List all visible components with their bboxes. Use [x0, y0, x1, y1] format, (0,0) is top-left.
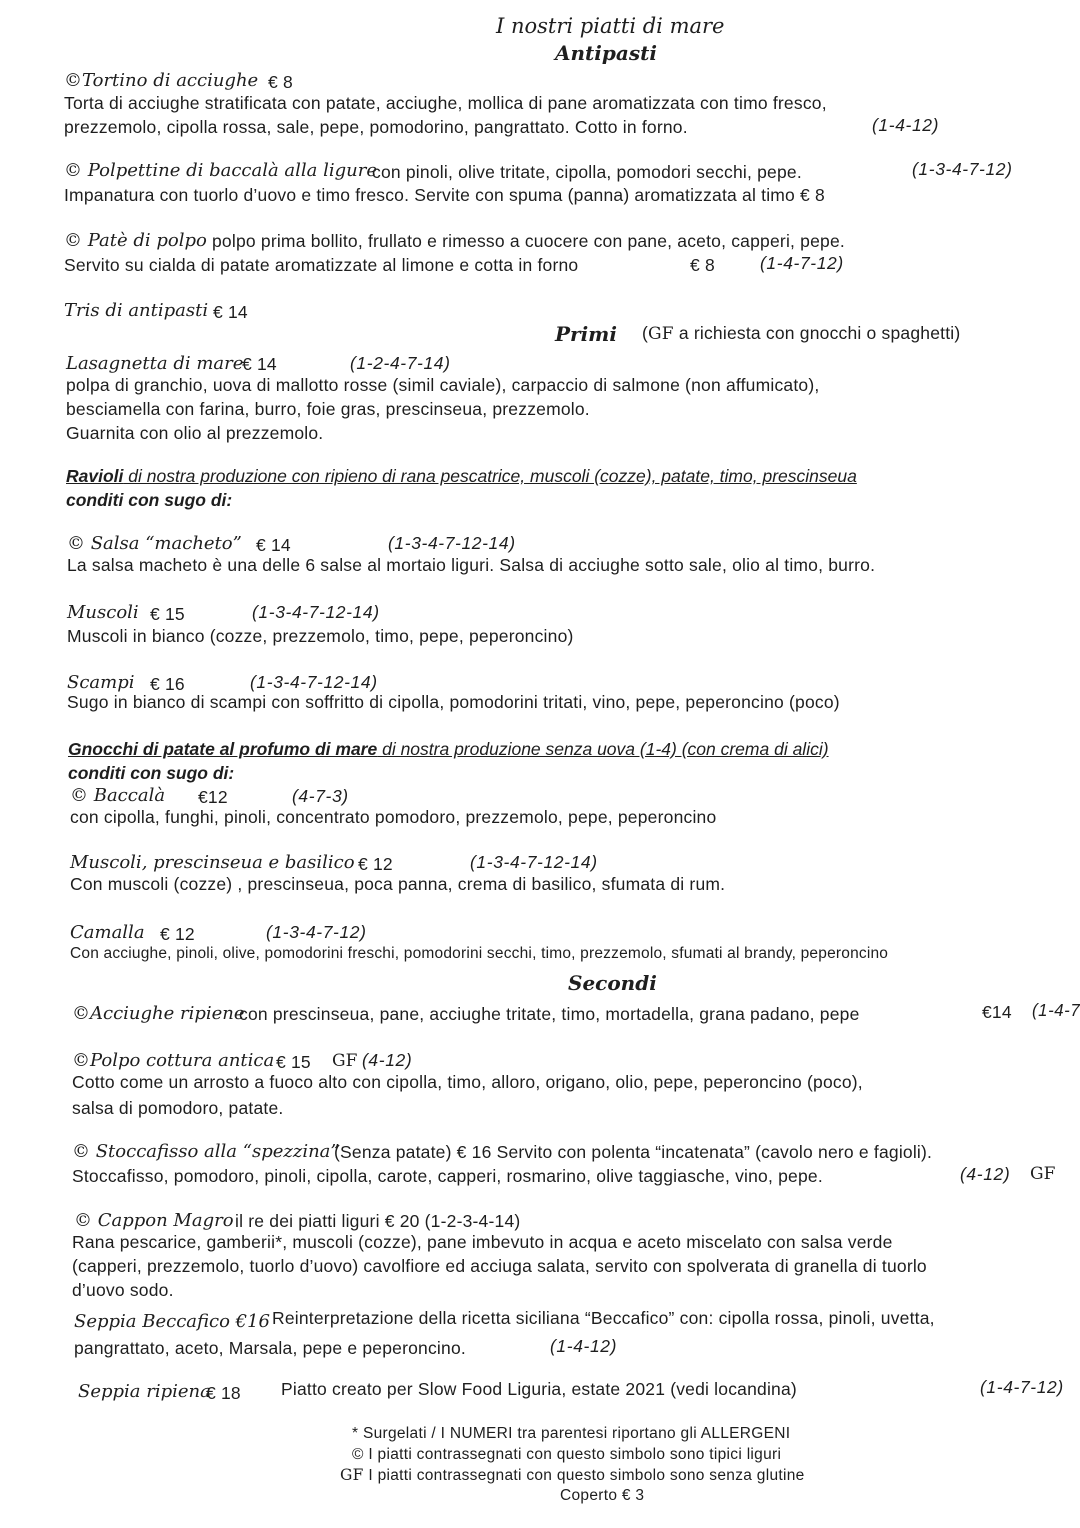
cappon-note: il re dei piatti liguri € 20 (1-2-3-4-14) [235, 1211, 521, 1231]
polpo-desc-2: salsa di pomodoro, patate. [72, 1098, 284, 1118]
tortino-desc-1: Torta di acciughe stratificata con patate, acciughe, mollica di pane aromatizzata con timo fresco, [64, 93, 827, 113]
acciughe-price: €14 [982, 1002, 1012, 1022]
footer-line-1: * Surgelati / I NUMERI tra parentesi riportano gli ALLERGENI [352, 1425, 791, 1442]
stoccafisso-name: © Stoccafisso alla “spezzina” [72, 1141, 340, 1162]
lasagnetta-desc-2: besciamella con farina, burro, foie gras, prescinseua, prezzemolo. [66, 399, 590, 419]
lasagnetta-desc-3: Guarnita con olio al prezzemolo. [66, 423, 324, 443]
ravioli-desc: di nostra produzione con ripieno di rana pescatrice, muscoli (cozze), patate, timo, prescinseua [123, 466, 857, 486]
primi-note-text: a richiesta con gnocchi o spaghetti) [673, 323, 961, 343]
cappon-desc-2: (capperi, prezzemolo, tuorlo d’uovo) cavolfiore ed acciuga salata, servito con spolverata di granella di tuorlo [72, 1256, 927, 1276]
polpo-allergens: (4-12) [362, 1050, 413, 1070]
beccafico-name: Seppia Beccafico €16 [74, 1311, 271, 1332]
baccala-allergens: (4-7-3) [292, 786, 349, 806]
lasagnetta-name: Lasagnetta di mare [66, 353, 244, 374]
polpo-desc-1: Cotto come un arrosto a fuoco alto con cipolla, timo, alloro, origano, olio, pepe, peperoncino (poco), [72, 1072, 863, 1092]
acciughe-name: ©Acciughe ripiene [72, 1003, 245, 1024]
footer-line-2: © I piatti contrassegnati con questo simbolo sono tipici liguri [352, 1446, 782, 1463]
macheto-allergens: (1-3-4-7-12-14) [388, 533, 516, 553]
tris-name: Tris di antipasti [64, 300, 209, 321]
ripiena-desc: Piatto creato per Slow Food Liguria, estate 2021 (vedi locandina) [281, 1379, 797, 1399]
muscoli-basilico-price: € 12 [358, 854, 393, 874]
polpo-name: ©Polpo cottura antica [72, 1050, 275, 1071]
muscoli-desc: Muscoli in bianco (cozze, prezzemolo, timo, pepe, peperoncino) [67, 626, 574, 646]
polpo-price: € 15 [276, 1052, 311, 1072]
polpettine-allergens: (1-3-4-7-12) [912, 159, 1013, 179]
ripiena-price: € 18 [206, 1383, 241, 1403]
tris-price: € 14 [213, 302, 248, 322]
section-secondi: Secondi [568, 971, 657, 995]
footer-line-4: Coperto € 3 [560, 1487, 645, 1504]
tortino-allergens: (1-4-12) [872, 115, 940, 135]
muscoli-name: Muscoli [67, 602, 139, 623]
stoccafisso-allergens: (4-12) [960, 1164, 1011, 1184]
cappon-desc-1: Rana pescarice, gamberii*, muscoli (cozze), pane imbevuto in acqua e aceto miscelato con salsa verde [72, 1232, 893, 1252]
ravioli-conditi: conditi con sugo di: [66, 490, 233, 510]
cappon-desc-3: d’uovo sodo. [72, 1280, 174, 1300]
beccafico-desc-1: Reinterpretazione della ricetta siciliana “Beccafico” con: cipolla rossa, pinoli, uvetta, [272, 1308, 935, 1328]
gnocchi-conditi: conditi con sugo di: [68, 763, 235, 783]
polpettine-desc-2: Impanatura con tuorlo d’uovo e timo fresco. Servite con spuma (panna) aromatizzata al timo € 8 [64, 185, 825, 205]
gnocchi-desc: di nostra produzione senza uova (1-4) (con crema di alici) [377, 739, 829, 759]
polpettine-name: © Polpettine di baccalà alla ligure [64, 160, 378, 181]
acciughe-allergens: (1-4-7 [1032, 1000, 1080, 1020]
section-antipasti: Antipasti [555, 41, 657, 65]
pate-desc-1: polpo prima bollito, frullato e rimesso a cuocere con pane, aceto, capperi, pepe. [212, 231, 845, 251]
ravioli-title: Ravioli [66, 466, 124, 486]
pate-desc-2: Servito su cialda di patate aromatizzate al limone e cotta in forno [64, 255, 579, 275]
scampi-name: Scampi [67, 672, 135, 693]
beccafico-desc-2: pangrattato, aceto, Marsala, pepe e peperoncino. [74, 1338, 466, 1358]
scampi-price: € 16 [150, 674, 185, 694]
muscoli-basilico-desc: Con muscoli (cozze) , prescinseua, poca panna, crema di basilico, sfumata di rum. [70, 874, 726, 894]
baccala-price: €12 [198, 787, 228, 807]
scampi-allergens: (1-3-4-7-12-14) [250, 672, 378, 692]
section-primi: Primi [555, 322, 617, 346]
muscoli-price: € 15 [150, 604, 185, 624]
tortino-name: ©Tortino di acciughe [64, 70, 259, 91]
footer-gluten-free-icon: GF [340, 1466, 364, 1484]
primi-note-paren: ( [642, 323, 649, 343]
ripiena-name: Seppia ripiena [78, 1381, 211, 1402]
baccala-desc: con cipolla, funghi, pinoli, concentrato pomodoro, prezzemolo, pepe, peperoncino [70, 807, 717, 827]
footer-line-3 [340, 1466, 805, 1485]
beccafico-allergens: (1-4-12) [550, 1336, 618, 1356]
primi-note [642, 323, 960, 344]
scampi-desc: Sugo in bianco di scampi con soffritto di cipolla, pomodorini tritati, vino, pepe, peperoncino (poco) [67, 692, 840, 712]
tortino-desc-2: prezzemolo, cipolla rossa, sale, pepe, pomodorino, pangrattato. Cotto in forno. [64, 117, 688, 137]
lasagnetta-allergens: (1-2-4-7-14) [350, 353, 451, 373]
camalla-price: € 12 [160, 924, 195, 944]
ravioli-heading [66, 466, 857, 487]
ripiena-allergens: (1-4-7-12) [980, 1377, 1064, 1397]
muscoli-basilico-allergens: (1-3-4-7-12-14) [470, 852, 598, 872]
camalla-desc: Con acciughe, pinoli, olive, pomodorini freschi, pomodorini secchi, timo, prezzemolo, sfumati al brandy, peperoncino [70, 945, 889, 962]
camalla-allergens: (1-3-4-7-12) [266, 922, 367, 942]
muscoli-allergens: (1-3-4-7-12-14) [252, 602, 380, 622]
menu-title: I nostri piatti di mare [496, 14, 725, 38]
gluten-free-icon: GF [648, 324, 674, 344]
tortino-price: € 8 [268, 72, 293, 92]
lasagnetta-desc-1: polpa di granchio, uova di mallotto rosse (simil caviale), carpaccio di salmone (non affumicato), [66, 375, 820, 395]
muscoli-basilico-name: Muscoli, prescinseua e basilico [70, 852, 355, 873]
stoccafisso-note: (Senza patate) € 16 Servito con polenta “incatenata” (cavolo nero e fagioli). [334, 1142, 933, 1162]
pate-allergens: (1-4-7-12) [760, 253, 844, 273]
polpettine-desc-1: con pinoli, olive tritate, cipolla, pomodori secchi, pepe. [372, 162, 802, 182]
macheto-desc: La salsa macheto è una delle 6 salse al mortaio liguri. Salsa di acciughe sotto sale, olio al timo, burro. [67, 555, 876, 575]
pate-price: € 8 [690, 255, 715, 275]
gnocchi-heading [68, 739, 829, 760]
polpo-gluten-free-icon: GF [332, 1051, 358, 1071]
lasagnetta-price: € 14 [242, 354, 277, 374]
stoccafisso-desc: Stoccafisso, pomodoro, pinoli, cipolla, carote, capperi, rosmarino, olive taggiasche, vino, pepe. [72, 1166, 823, 1186]
acciughe-desc: con prescinseua, pane, acciughe tritate, timo, mortadella, grana padano, pepe [239, 1004, 860, 1024]
pate-name: © Patè di polpo [64, 230, 207, 251]
baccala-name: © Baccalà [70, 785, 166, 806]
footer-line-3-text: I piatti contrassegnati con questo simbolo sono senza glutine [363, 1467, 805, 1484]
stoccafisso-gluten-free-icon: GF [1030, 1164, 1056, 1184]
macheto-price: € 14 [256, 535, 291, 555]
macheto-name: © Salsa “macheto” [67, 533, 242, 554]
gnocchi-title: Gnocchi di patate al profumo di mare [68, 739, 378, 759]
cappon-name: © Cappon Magro [74, 1210, 234, 1231]
camalla-name: Camalla [70, 922, 145, 943]
